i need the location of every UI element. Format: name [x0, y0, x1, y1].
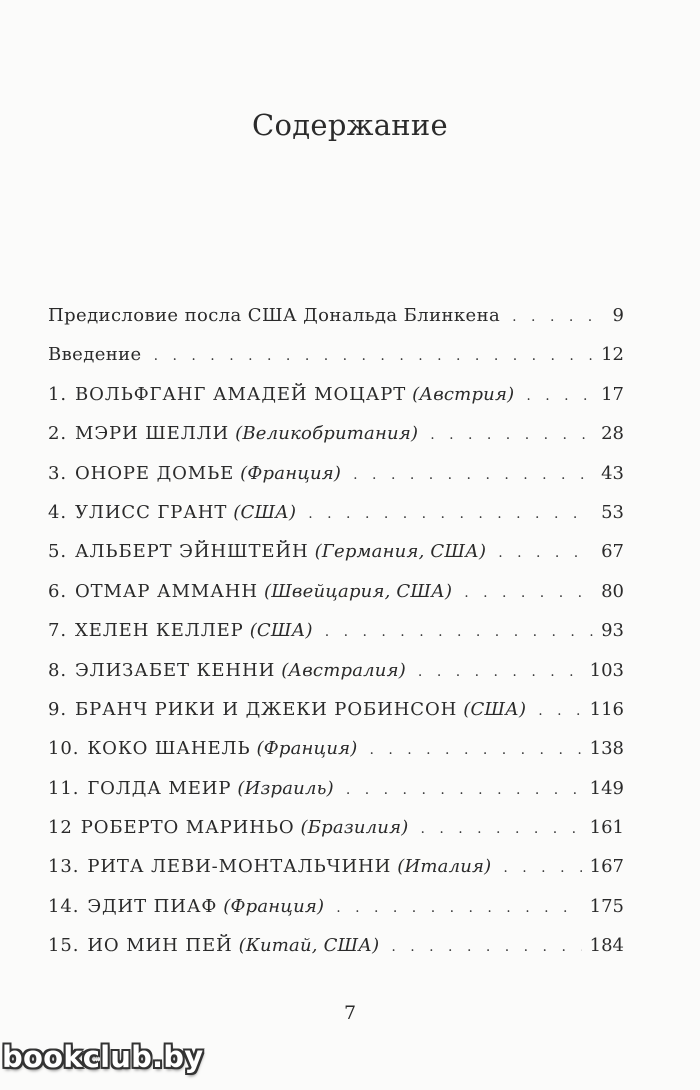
leader-dots [336, 889, 581, 928]
leader-dots [538, 692, 581, 731]
leader-dots [512, 298, 602, 337]
toc-entry-label [48, 651, 406, 690]
chapter-country: (Бразилия) [300, 817, 409, 839]
chapter-number: 3. [48, 462, 67, 484]
chapter-name: ОТМАР АММАНН [74, 580, 258, 602]
toc-entry-chapter [48, 572, 624, 611]
chapter-name: КОКО ШАНЕЛЬ [87, 738, 251, 760]
chapter-number: 2. [48, 423, 67, 445]
toc-entry-chapter [48, 769, 624, 808]
chapter-country: (США) [249, 620, 313, 642]
toc-page-number: 116 [589, 698, 624, 720]
toc-page-number: 53 [601, 501, 624, 523]
toc-entry-label [48, 375, 514, 414]
toc-page-number: 184 [589, 935, 624, 957]
chapter-number: 5. [48, 541, 67, 563]
toc-entry-label [48, 690, 526, 729]
toc-entry-label [48, 414, 418, 453]
chapter-country: (Германия, США) [314, 541, 487, 563]
toc-entry-label: Предисловие посла США Дональда Блинкена [48, 305, 501, 326]
page-number-footer: 7 [343, 1002, 357, 1024]
toc-entry-label [48, 926, 379, 965]
chapter-name: РОБЕРТО МАРИНЬО [80, 817, 295, 839]
toc-entry-chapter [48, 532, 624, 571]
chapter-number: 9. [48, 698, 67, 720]
toc-entry-chapter [48, 414, 624, 453]
chapter-number: 15. [48, 935, 80, 957]
chapter-name: ХЕЛЕН КЕЛЛЕР [74, 620, 244, 642]
chapter-country: (Италия) [397, 856, 492, 878]
chapter-name: ЭЛИЗАБЕТ КЕННИ [74, 659, 276, 681]
toc-entry-chapter [48, 375, 624, 414]
toc-entry-label [48, 493, 296, 532]
toc-page-number: 43 [601, 462, 624, 484]
toc-entry-label [48, 887, 324, 926]
chapter-name: ГОЛДА МЕИР [87, 777, 232, 799]
leader-dots [430, 416, 593, 455]
chapter-number: 13. [48, 856, 80, 878]
leader-dots [391, 928, 581, 967]
chapter-name: АЛЬБЕРТ ЭЙНШТЕЙН [74, 541, 309, 563]
toc-entry-label [48, 572, 452, 611]
page-title: Содержание [251, 108, 449, 142]
toc-page-number: 17 [601, 383, 624, 405]
toc-entry-chapter [48, 493, 624, 532]
chapter-name: ВОЛЬФГАНГ АМАДЕЙ МОЦАРТ [74, 383, 407, 405]
chapter-name: РИТА ЛЕВИ-МОНТАЛЬЧИНИ [87, 856, 392, 878]
toc-entry-introduction [48, 335, 624, 374]
leader-dots [154, 337, 593, 376]
chapter-number: 11. [48, 777, 80, 799]
toc-entry-label [48, 847, 491, 886]
toc-entry-label [48, 611, 313, 650]
toc-entry-chapter [48, 611, 624, 650]
toc-page-number: 138 [589, 738, 624, 760]
chapter-number: 12 [48, 817, 73, 839]
chapter-country: (Австралия) [281, 659, 406, 681]
chapter-number: 7. [48, 620, 67, 642]
toc-entry-chapter [48, 847, 624, 886]
chapter-number: 10. [48, 738, 80, 760]
leader-dots [353, 456, 593, 495]
toc-entry-label [48, 729, 357, 768]
toc-page-number: 67 [601, 541, 624, 563]
toc-page-number: 28 [601, 423, 624, 445]
toc-entry-label [48, 454, 341, 493]
leader-dots [418, 653, 582, 692]
leader-dots [308, 495, 593, 534]
toc-entry-chapter [48, 690, 624, 729]
chapter-name: МЭРИ ШЕЛЛИ [74, 423, 230, 445]
chapter-number: 6. [48, 580, 67, 602]
toc-entry-chapter [48, 808, 624, 847]
toc-page-number: 12 [601, 344, 624, 366]
chapter-country: (США) [463, 698, 527, 720]
chapter-name: БРАНЧ РИКИ И ДЖЕКИ РОБИНСОН [74, 698, 458, 720]
toc-entry-chapter [48, 651, 624, 690]
chapter-country: (США) [233, 501, 297, 523]
leader-dots [325, 613, 593, 652]
chapter-country: (Франция) [223, 895, 325, 917]
toc-entry-label: Введение [48, 344, 142, 366]
chapter-country: (Китай, США) [238, 935, 380, 957]
chapter-name: УЛИСС ГРАНТ [74, 501, 228, 523]
chapter-number: 8. [48, 659, 67, 681]
chapter-country: (Швейцария, США) [263, 580, 453, 602]
table-of-contents [48, 296, 624, 966]
toc-page-number: 167 [589, 856, 624, 878]
leader-dots [464, 574, 593, 613]
toc-entry-chapter [48, 926, 624, 965]
leader-dots [526, 377, 593, 416]
chapter-country: (Франция) [240, 462, 342, 484]
chapter-country: (Израиль) [237, 777, 334, 799]
chapter-number: 14. [48, 895, 80, 917]
toc-page-number: 161 [589, 817, 624, 839]
leader-dots [498, 534, 593, 573]
toc-page-number: 93 [601, 620, 624, 642]
toc-entry-chapter [48, 729, 624, 768]
chapter-name: ИО МИН ПЕЙ [87, 935, 233, 957]
leader-dots [420, 810, 581, 849]
chapter-name: ЭДИТ ПИАФ [87, 895, 218, 917]
chapter-country: (Великобритания) [235, 423, 419, 445]
toc-page-number: 175 [589, 895, 624, 917]
chapter-name: ОНОРЕ ДОМЬЕ [74, 462, 235, 484]
toc-entry-label [48, 769, 334, 808]
toc-entry-label [48, 532, 486, 571]
toc-entry-chapter [48, 887, 624, 926]
toc-entry-label [48, 808, 408, 847]
toc-entry-chapter [48, 454, 624, 493]
leader-dots [503, 849, 581, 888]
toc-page-number: 103 [589, 659, 624, 681]
toc-page-number: 149 [589, 777, 624, 799]
chapter-country: (Франция) [256, 738, 358, 760]
toc-entry-foreword [48, 296, 624, 335]
toc-page-number: 80 [601, 580, 624, 602]
toc-page-number: 9 [612, 305, 624, 326]
chapter-number: 4. [48, 501, 67, 523]
chapter-country: (Австрия) [412, 383, 515, 405]
leader-dots [369, 731, 581, 770]
chapter-number: 1. [48, 383, 67, 405]
site-watermark: bookclub.by [2, 1040, 204, 1074]
leader-dots [346, 771, 582, 810]
